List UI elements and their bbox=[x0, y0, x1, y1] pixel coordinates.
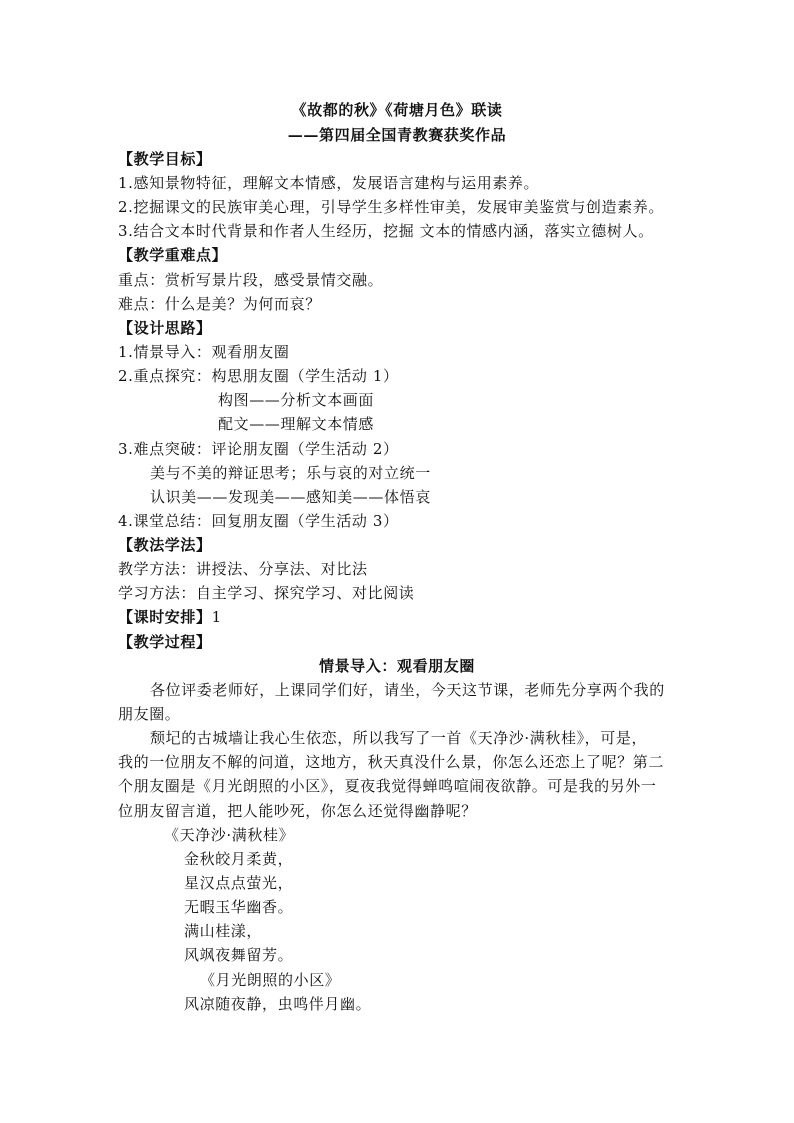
poem-line: 金秋皎月柔黄， bbox=[184, 850, 294, 868]
paragraph-line: 朋友圈。 bbox=[118, 705, 181, 723]
objectives-heading: 【教学目标】 bbox=[118, 150, 212, 168]
objective-item: 2.挖掘课文的民族审美心理，引导学生多样性审美，发展审美鉴赏与创造素养。 bbox=[118, 198, 664, 216]
design-step: 1.情景导入：观看朋友圈 bbox=[118, 343, 290, 361]
learning-method: 学习方法：自主学习、探究学习、对比阅读 bbox=[118, 584, 415, 602]
document-subtitle: ——第四届全国青教赛获奖作品 bbox=[287, 126, 507, 144]
poem-line: 风飒夜舞留芳。 bbox=[184, 946, 294, 964]
objective-item: 1.感知景物特征，理解文本情感，发展语言建构与运用素养。 bbox=[118, 174, 540, 192]
schedule-line bbox=[118, 607, 222, 627]
key-point-difficulty: 难点：什么是美？为何而哀？ bbox=[118, 295, 321, 313]
poem-line: 无暇玉华幽香。 bbox=[184, 898, 294, 916]
paragraph-line: 各位评委老师好，上课同学们好，请坐，今天这节课，老师先分享两个我的 bbox=[150, 681, 665, 699]
schedule-heading: 【课时安排】 bbox=[118, 608, 212, 626]
section-title: 情景导入：观看朋友圈 bbox=[318, 657, 475, 675]
paragraph-line: 位朋友留言道，把人能吵死，你怎么还觉得幽静呢？ bbox=[118, 802, 477, 820]
key-points-heading: 【教学重难点】 bbox=[118, 246, 228, 264]
schedule-value: 1 bbox=[211, 608, 222, 626]
poem-line: 星汉点点萤光， bbox=[184, 874, 294, 892]
objective-item: 3.结合文本时代背景和作者人生经历，挖掘 文本的情感内涵，落实立德树人。 bbox=[118, 222, 654, 240]
design-heading: 【设计思路】 bbox=[118, 319, 212, 337]
design-substep: 构图——分析文本画面 bbox=[218, 391, 375, 409]
design-step: 3.难点突破：评论朋友圈（学生活动 2） bbox=[118, 440, 399, 458]
design-step: 4.课堂总结：回复朋友圈（学生活动 3） bbox=[118, 512, 399, 530]
key-point-focus: 重点：赏析写景片段，感受景情交融。 bbox=[118, 271, 384, 289]
poem-line: 满山桂漾， bbox=[184, 922, 263, 940]
paragraph-line: 我的一位朋友不解的问道，这地方，秋天真没什么景，你怎么还恋上了呢？第二 bbox=[118, 753, 665, 771]
poem-title: 《天净沙·满秋桂》 bbox=[164, 826, 295, 844]
teaching-method: 教学方法：讲授法、分享法、对比法 bbox=[118, 560, 368, 578]
paragraph-line: 颓圮的古城墙让我心生依恋，所以我写了一首《天净沙·满秋桂》，可是， bbox=[150, 729, 648, 747]
design-substep: 配文——理解文本情感 bbox=[218, 415, 375, 433]
document-title: 《故都的秋》《荷塘月色》联读 bbox=[291, 101, 503, 119]
design-substep: 认识美——发现美——感知美——体悟哀 bbox=[150, 488, 431, 506]
process-heading: 【教学过程】 bbox=[118, 633, 212, 651]
poem-title: 《月光朗照的小区》 bbox=[200, 971, 341, 989]
design-step: 2.重点探究：构思朋友圈（学生活动 1） bbox=[118, 367, 399, 385]
paragraph-line: 个朋友圈是《月光朗照的小区》，夏夜我觉得蝉鸣喧闹夜欲静。可是我的另外一 bbox=[118, 777, 657, 795]
poem-line: 风凉随夜静，虫鸣伴月幽。 bbox=[184, 995, 372, 1013]
design-substep: 美与不美的辩证思考；乐与哀的对立统一 bbox=[150, 464, 431, 482]
methods-heading: 【教法学法】 bbox=[118, 536, 212, 554]
